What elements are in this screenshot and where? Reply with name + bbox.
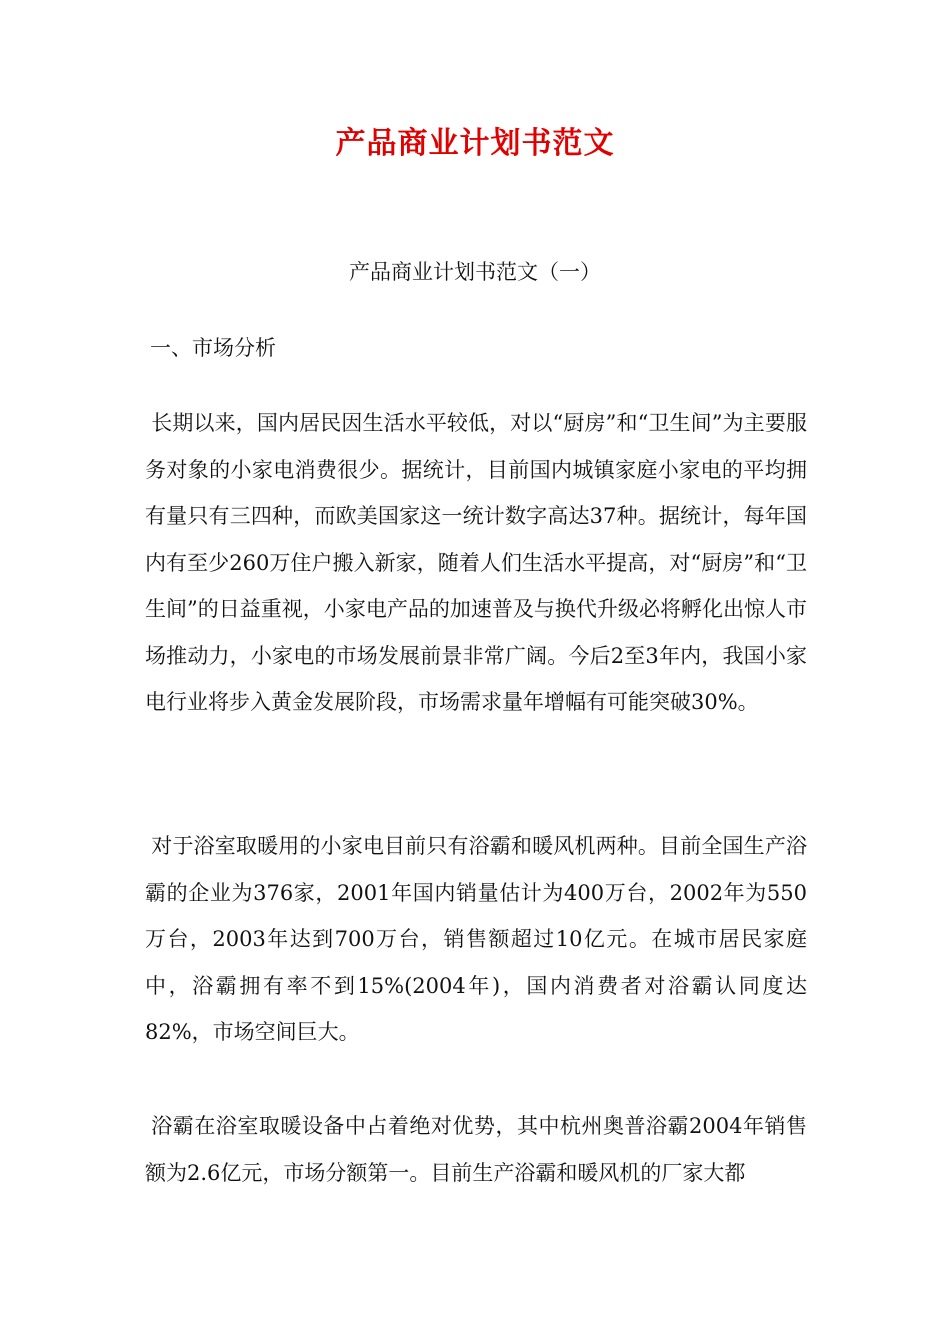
- paragraph: 对于浴室取暖用的小家电目前只有浴霸和暖风机两种。目前全国生产浴霸的企业为376家，2001年国内销量估计为400万台，2002年为550万台，2003年达到700万台，销售额超过10亿元。在城市居民家庭中，浴霸拥有率不到15%(2004年)，国内消费者对浴霸认同度达82%，市场空间巨大。: [145, 834, 807, 1044]
- section-heading: 一、市场分析: [150, 336, 276, 360]
- document-subtitle: 产品商业计划书范文（一）: [349, 260, 601, 284]
- paragraph: 浴霸在浴室取暖设备中占着绝对优势，其中杭州奥普浴霸2004年销售额为2.6亿元，市场分额第一。目前生产浴霸和暖风机的厂家大都: [145, 1114, 807, 1185]
- document-title: 产品商业计划书范文: [335, 126, 615, 161]
- paragraph: 长期以来，国内居民因生活水平较低，对以“厨房”和“卫生间”为主要服务对象的小家电消费很少。据统计，目前国内城镇家庭小家电的平均拥有量只有三四种，而欧美国家这一统计数字高达37种。据统计，每年国内有至少260万住户搬入新家，随着人们生活水平提高，对“厨房”和“卫生间”的日益重视，小家电产品的加速普及与换代升级必将孵化出惊人市场推动力，小家电的市场发展前景非常广阔。今后2至3年内，我国小家电行业将步入黄金发展阶段，市场需求量年增幅有可能突破30%。: [145, 411, 807, 714]
